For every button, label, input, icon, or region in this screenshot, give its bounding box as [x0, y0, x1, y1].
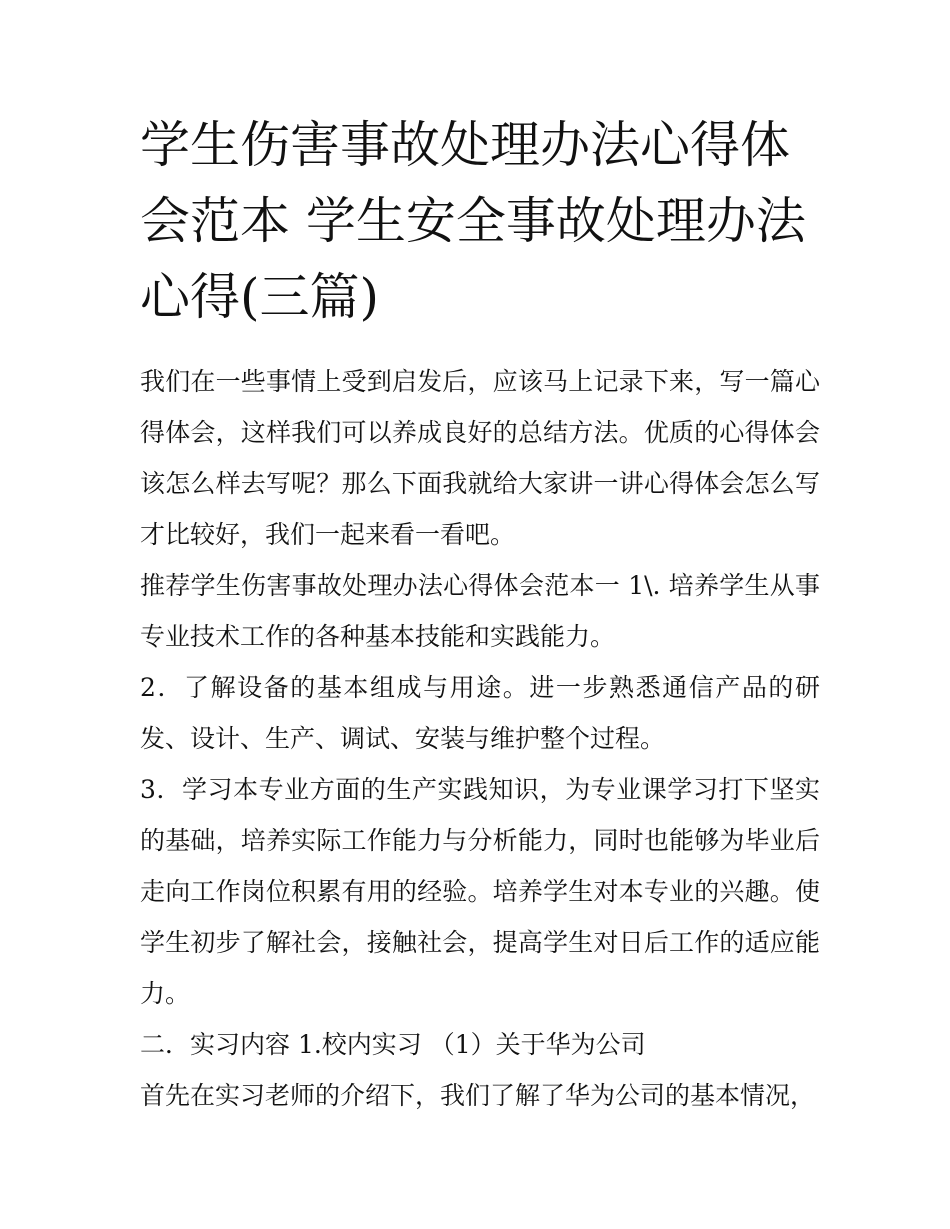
paragraph-item-2: 2．了解设备的基本组成与用途。进一步熟悉通信产品的研发、设计、生产、调试、安装与维护整个过程。 [140, 673, 820, 753]
paragraph-item-3: 3．学习本专业方面的生产实践知识，为专业课学习打下坚实的基础，培养实际工作能力与分析能力，同时也能够为毕业后走向工作岗位积累有用的经验。培养学生对本专业的兴趣。使学生初步了解社会，接触社会，提高学生对日后工作的适应能力。 [140, 775, 820, 1008]
paragraph-intro: 我们在一些事情上受到启发后，应该马上记录下来，写一篇心得体会，这样我们可以养成良好的总结方法。优质的心得体会该怎么样去写呢？那么下面我就给大家讲一讲心得体会怎么写才比较好，我们一起来看一看吧。 [140, 367, 820, 549]
document-body [140, 356, 820, 1121]
paragraph-section-2: 二．实习内容 1.校内实习 （1）关于华为公司 [140, 1030, 646, 1059]
paragraph-recommend: 推荐学生伤害事故处理办法心得体会范本一 1\. 培养学生从事专业技术工作的各种基本技能和实践能力。 [140, 571, 820, 651]
paragraph-huawei-intro: 首先在实习老师的介绍下，我们了解了华为公司的基本情况， [140, 1081, 816, 1110]
document-title: 学生伤害事故处理办法心得体会范本 学生安全事故处理办法心得(三篇) [140, 116, 806, 326]
